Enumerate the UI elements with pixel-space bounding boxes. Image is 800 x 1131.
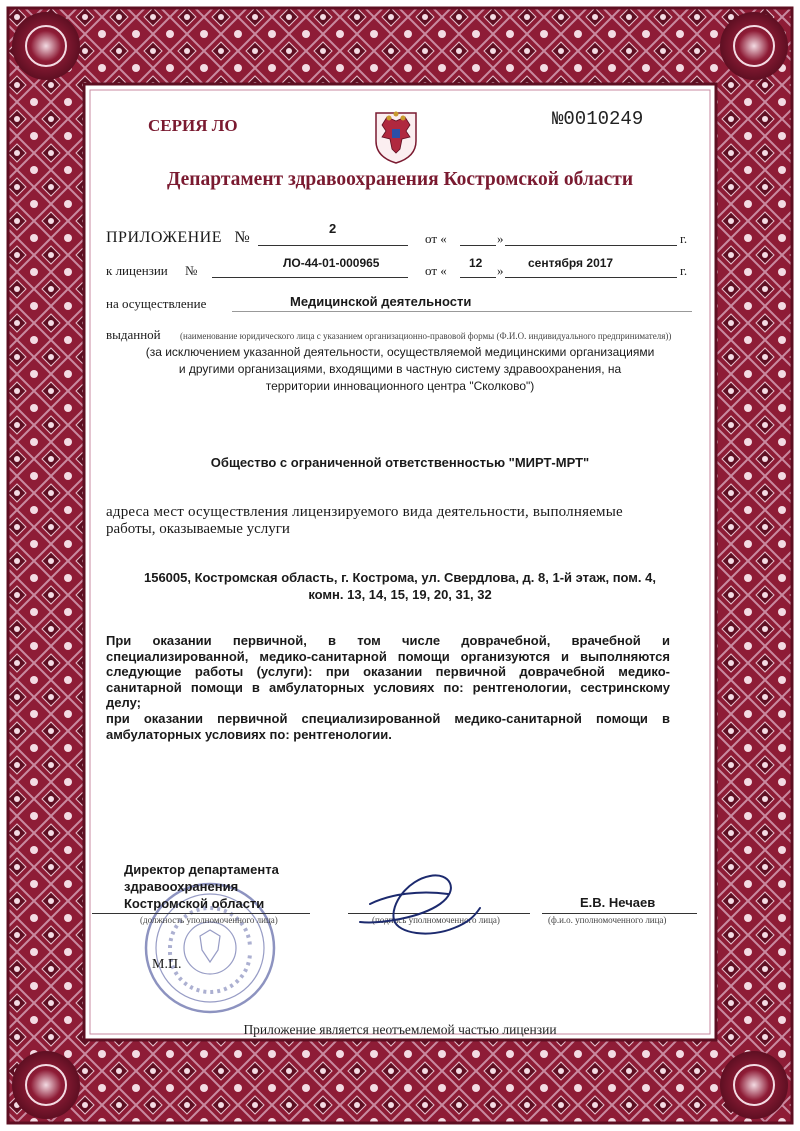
handwritten-signature (350, 864, 490, 944)
appendix-year-suffix: г. (680, 231, 688, 246)
name-caption: (ф.и.о. уполномоченного лица) (548, 915, 667, 925)
appendix-number-sign: № (234, 229, 251, 246)
form-number: №0010249 (552, 108, 644, 130)
seal-placeholder-label: М.П. (152, 957, 182, 972)
appendix-word: ПРИЛОЖЕНИЕ (106, 229, 223, 246)
license-date-from: от « (425, 263, 447, 278)
activity-label: на осуществление (106, 296, 207, 311)
issued-caption: (наименование юридического лица с указанием организационно-правовой формы (Ф.И.О. индивидуального предпринимателя)) (180, 331, 672, 341)
issued-label: выданной (106, 327, 161, 342)
address-line-1: 156005, Костромская область, г. Кострома, ул. Свердлова, д. 8, 1-й этаж, пом. 4, (143, 570, 656, 585)
license-number: ЛО-44-01-000965 (283, 256, 380, 270)
department-title: Департамент здравоохранения Костромской области (166, 169, 634, 190)
appendix-date-from: от « (425, 231, 447, 246)
appendix-date-mid: » (497, 231, 504, 246)
activity-value: Медицинской деятельности (290, 294, 472, 309)
corner-rosette-bottom-left (12, 1051, 80, 1119)
services-paragraph-2: при оказании первичной специализированной медико-санитарной помощи в амбулаторных условиях по: рентгенологии. (106, 711, 670, 742)
services-paragraph-1: При оказании первичной, в том числе доврачебной, врачебной и специализированной, медико-санитарной помощи организуются и выполняются следующие работы (услуги): при оказании первичной доврачебной медико-санитарной помощи в амбулаторных условиях по: рентгенологии, сестринскому делу; (106, 633, 670, 710)
footer-note: Приложение является неотъемлемой частью лицензии (243, 1022, 557, 1037)
signatory-position-line-2: здравоохранения (124, 879, 239, 894)
position-caption: (должность уполномоченного лица) (140, 915, 278, 925)
signatory-name: Е.В. Нечаев (580, 895, 656, 910)
exclusion-line-2: и другими организациями, входящими в частную систему здравоохранения, на (178, 362, 622, 376)
appendix-number: 2 (329, 221, 337, 236)
appendix-label (106, 229, 250, 247)
address-line-2: комн. 13, 14, 15, 19, 20, 31, 32 (308, 587, 492, 602)
exclusion-line-1: (за исключением указанной деятельности, осуществляемой медицинскими организациями (145, 345, 655, 359)
signatory-position-line-1: Директор департамента (124, 862, 279, 877)
corner-rosette-top-left (12, 12, 80, 80)
russian-coat-of-arms-icon (372, 107, 420, 165)
license-month-year: сентября 2017 (528, 256, 614, 270)
exclusion-line-3: территории инновационного центра "Сколково") (265, 379, 535, 393)
signature-caption: (подпись уполномоченного лица) (372, 915, 500, 925)
addresses-label-line-1: адреса мест осуществления лицензируемого вида деятельности, выполняемые (106, 504, 623, 520)
organization-name: Общество с ограниченной ответственностью "МИРТ-МРТ" (210, 455, 590, 470)
license-label (106, 263, 197, 279)
corner-rosette-top-right (720, 12, 788, 80)
series-label: СЕРИЯ ЛО (148, 116, 238, 135)
addresses-label-line-2: работы, оказываемые услуги (106, 521, 290, 537)
license-year-suffix: г. (680, 263, 688, 278)
corner-rosette-bottom-right (720, 1051, 788, 1119)
license-number-sign: № (185, 263, 198, 278)
signatory-position-line-3: Костромской области (124, 896, 265, 911)
license-date-mid: » (497, 263, 504, 278)
license-word: к лицензии (106, 263, 168, 278)
license-day: 12 (469, 256, 483, 270)
